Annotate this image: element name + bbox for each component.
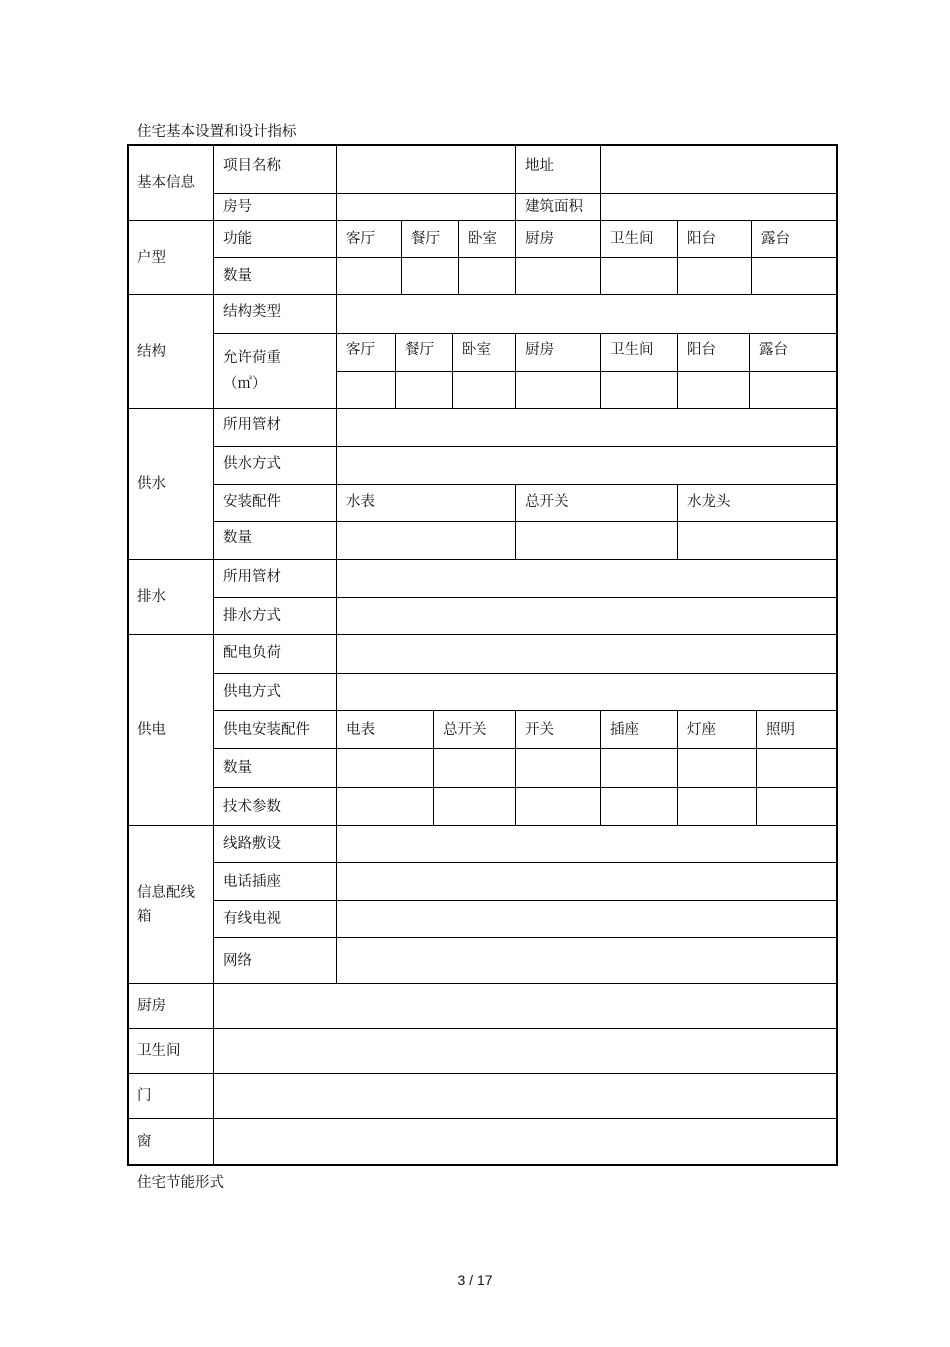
power-item-main-switch: 总开关 (443, 721, 487, 738)
section-door: 门 (137, 1088, 152, 1104)
struct-room-kitchen: 厨房 (525, 342, 554, 358)
label-project-name: 项目名称 (223, 158, 281, 174)
label-address: 地址 (525, 158, 554, 174)
unit-room-bedroom: 卧室 (468, 231, 497, 247)
label-wiring: 线路敷设 (223, 836, 281, 852)
label-supply-method: 供水方式 (223, 456, 281, 472)
label-structure-type: 结构类型 (223, 304, 281, 320)
section-structure: 结构 (137, 343, 166, 360)
section-window: 窗 (137, 1133, 152, 1150)
label-function: 功能 (223, 231, 252, 247)
power-item-meter: 电表 (346, 721, 375, 738)
label-phone-socket: 电话插座 (223, 873, 281, 890)
label-network: 网络 (223, 952, 252, 969)
struct-room-balcony: 阳台 (687, 342, 716, 358)
label-allowed-load (214, 334, 336, 408)
section-unit-type: 户型 (137, 249, 166, 266)
section-info-box-line2: 箱 (137, 908, 152, 925)
struct-room-living: 客厅 (346, 342, 375, 358)
label-power-load: 配电负荷 (223, 645, 281, 661)
section-water-supply: 供水 (137, 476, 166, 492)
label-tech-params: 技术参数 (223, 798, 281, 815)
label-drain-method: 排水方式 (223, 608, 281, 624)
struct-room-terrace: 露台 (759, 342, 788, 358)
power-item-lighting: 照明 (766, 721, 795, 738)
power-item-lamp-holder: 灯座 (687, 721, 716, 738)
section-kitchen: 厨房 (137, 998, 166, 1014)
label-building-area: 建筑面积 (525, 199, 583, 215)
unit-room-bathroom: 卫生间 (610, 231, 654, 247)
unit-room-living: 客厅 (346, 231, 375, 247)
label-allowed-load-line2: （㎡） (223, 376, 267, 392)
label-water-quantity: 数量 (223, 530, 252, 546)
document-title: 住宅基本设置和设计指标 (137, 124, 297, 140)
section-after-title: 住宅节能形式 (137, 1175, 224, 1191)
water-item-main-switch: 总开关 (525, 494, 569, 510)
section-power-supply: 供电 (137, 722, 166, 738)
unit-room-kitchen: 厨房 (525, 231, 554, 247)
label-quantity: 数量 (223, 268, 252, 284)
water-item-faucet: 水龙头 (687, 494, 731, 510)
page-number: 3 / 17 (457, 1272, 493, 1288)
label-allowed-load-line1: 允许荷重 (223, 350, 281, 366)
unit-room-dining: 餐厅 (411, 231, 440, 247)
section-drainage: 排水 (137, 589, 166, 605)
water-item-meter: 水表 (346, 494, 375, 510)
label-power-fittings: 供电安装配件 (223, 721, 310, 738)
label-room-no: 房号 (223, 199, 252, 215)
label-power-method: 供电方式 (223, 684, 281, 700)
label-install-fittings: 安装配件 (223, 494, 281, 510)
section-info-box-line1: 信息配线 (137, 884, 195, 901)
unit-room-terrace: 露台 (761, 231, 790, 247)
section-basic-info: 基本信息 (137, 174, 195, 191)
section-info-box (128, 826, 213, 983)
label-drain-pipe-material: 所用管材 (223, 569, 281, 585)
label-cable-tv: 有线电视 (223, 911, 281, 927)
section-bathroom: 卫生间 (137, 1043, 181, 1059)
unit-room-balcony: 阳台 (687, 231, 716, 247)
label-power-quantity: 数量 (223, 760, 252, 776)
struct-room-bedroom: 卧室 (462, 342, 491, 358)
label-pipe-material: 所用管材 (223, 417, 281, 433)
power-item-socket: 插座 (610, 721, 639, 738)
struct-room-bathroom: 卫生间 (610, 342, 654, 358)
struct-room-dining: 餐厅 (405, 342, 434, 358)
power-item-switch: 开关 (525, 721, 554, 738)
